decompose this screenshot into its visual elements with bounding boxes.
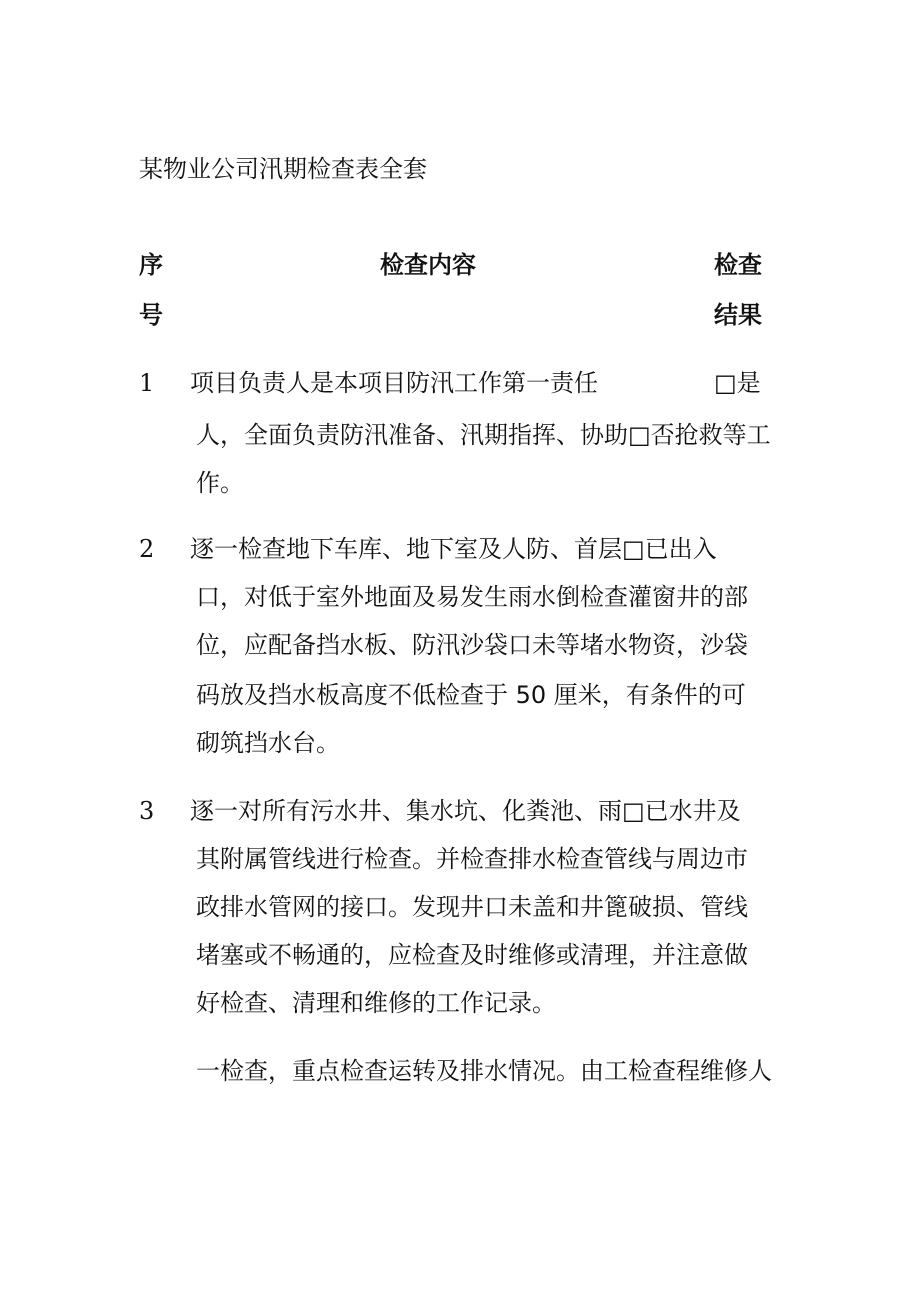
item-text-line: 砌筑挡水台。 xyxy=(196,729,340,757)
trailing-text-line: 一检查，重点检查运转及排水情况。由工检查程维修人 xyxy=(196,1057,772,1085)
item-number: 2 xyxy=(139,535,155,563)
header-result-line2: 结果 xyxy=(714,301,762,329)
item-text-line: 好检查、清理和维修的工作记录。 xyxy=(196,989,556,1017)
item-text-line: 码放及挡水板高度不低检查于 50 厘米，有条件的可 xyxy=(196,681,746,709)
item-text-line: 逐一对所有污水井、集水坑、化粪池、雨□已水井及 xyxy=(190,797,741,825)
item-text-line: 堵塞或不畅通的，应检查及时维修或清理，并注意做 xyxy=(196,941,748,969)
header-content: 检查内容 xyxy=(380,251,476,279)
item-text-line: 作。 xyxy=(196,469,244,497)
item-text-line: 其附属管线进行检查。并检查排水检查管线与周边市 xyxy=(196,845,748,873)
header-seq-line1: 序 xyxy=(139,251,163,279)
item-text-line: 位，应配备挡水板、防汛沙袋口未等堵水物资，沙袋 xyxy=(196,631,748,659)
header-seq-line2: 号 xyxy=(139,301,163,329)
item-text-line: 逐一检查地下车库、地下室及人防、首层□已出入 xyxy=(190,535,717,563)
item-text-line: 口，对低于室外地面及易发生雨水倒检查灌窗井的部 xyxy=(196,583,748,611)
item-text-line: 人，全面负责防汛准备、汛期指挥、协助□否抢救等工 xyxy=(196,421,771,449)
item-text-line: 政排水管网的接口。发现井口未盖和井篦破损、管线 xyxy=(196,893,748,921)
checkbox-yes-label: □是 xyxy=(714,369,761,397)
item-text-line: 项目负责人是本项目防汛工作第一责任 xyxy=(190,369,598,397)
document-title: 某物业公司汛期检查表全套 xyxy=(139,155,427,183)
item-number: 1 xyxy=(139,369,155,397)
item-number: 3 xyxy=(139,797,155,825)
header-result-line1: 检查 xyxy=(714,251,762,279)
